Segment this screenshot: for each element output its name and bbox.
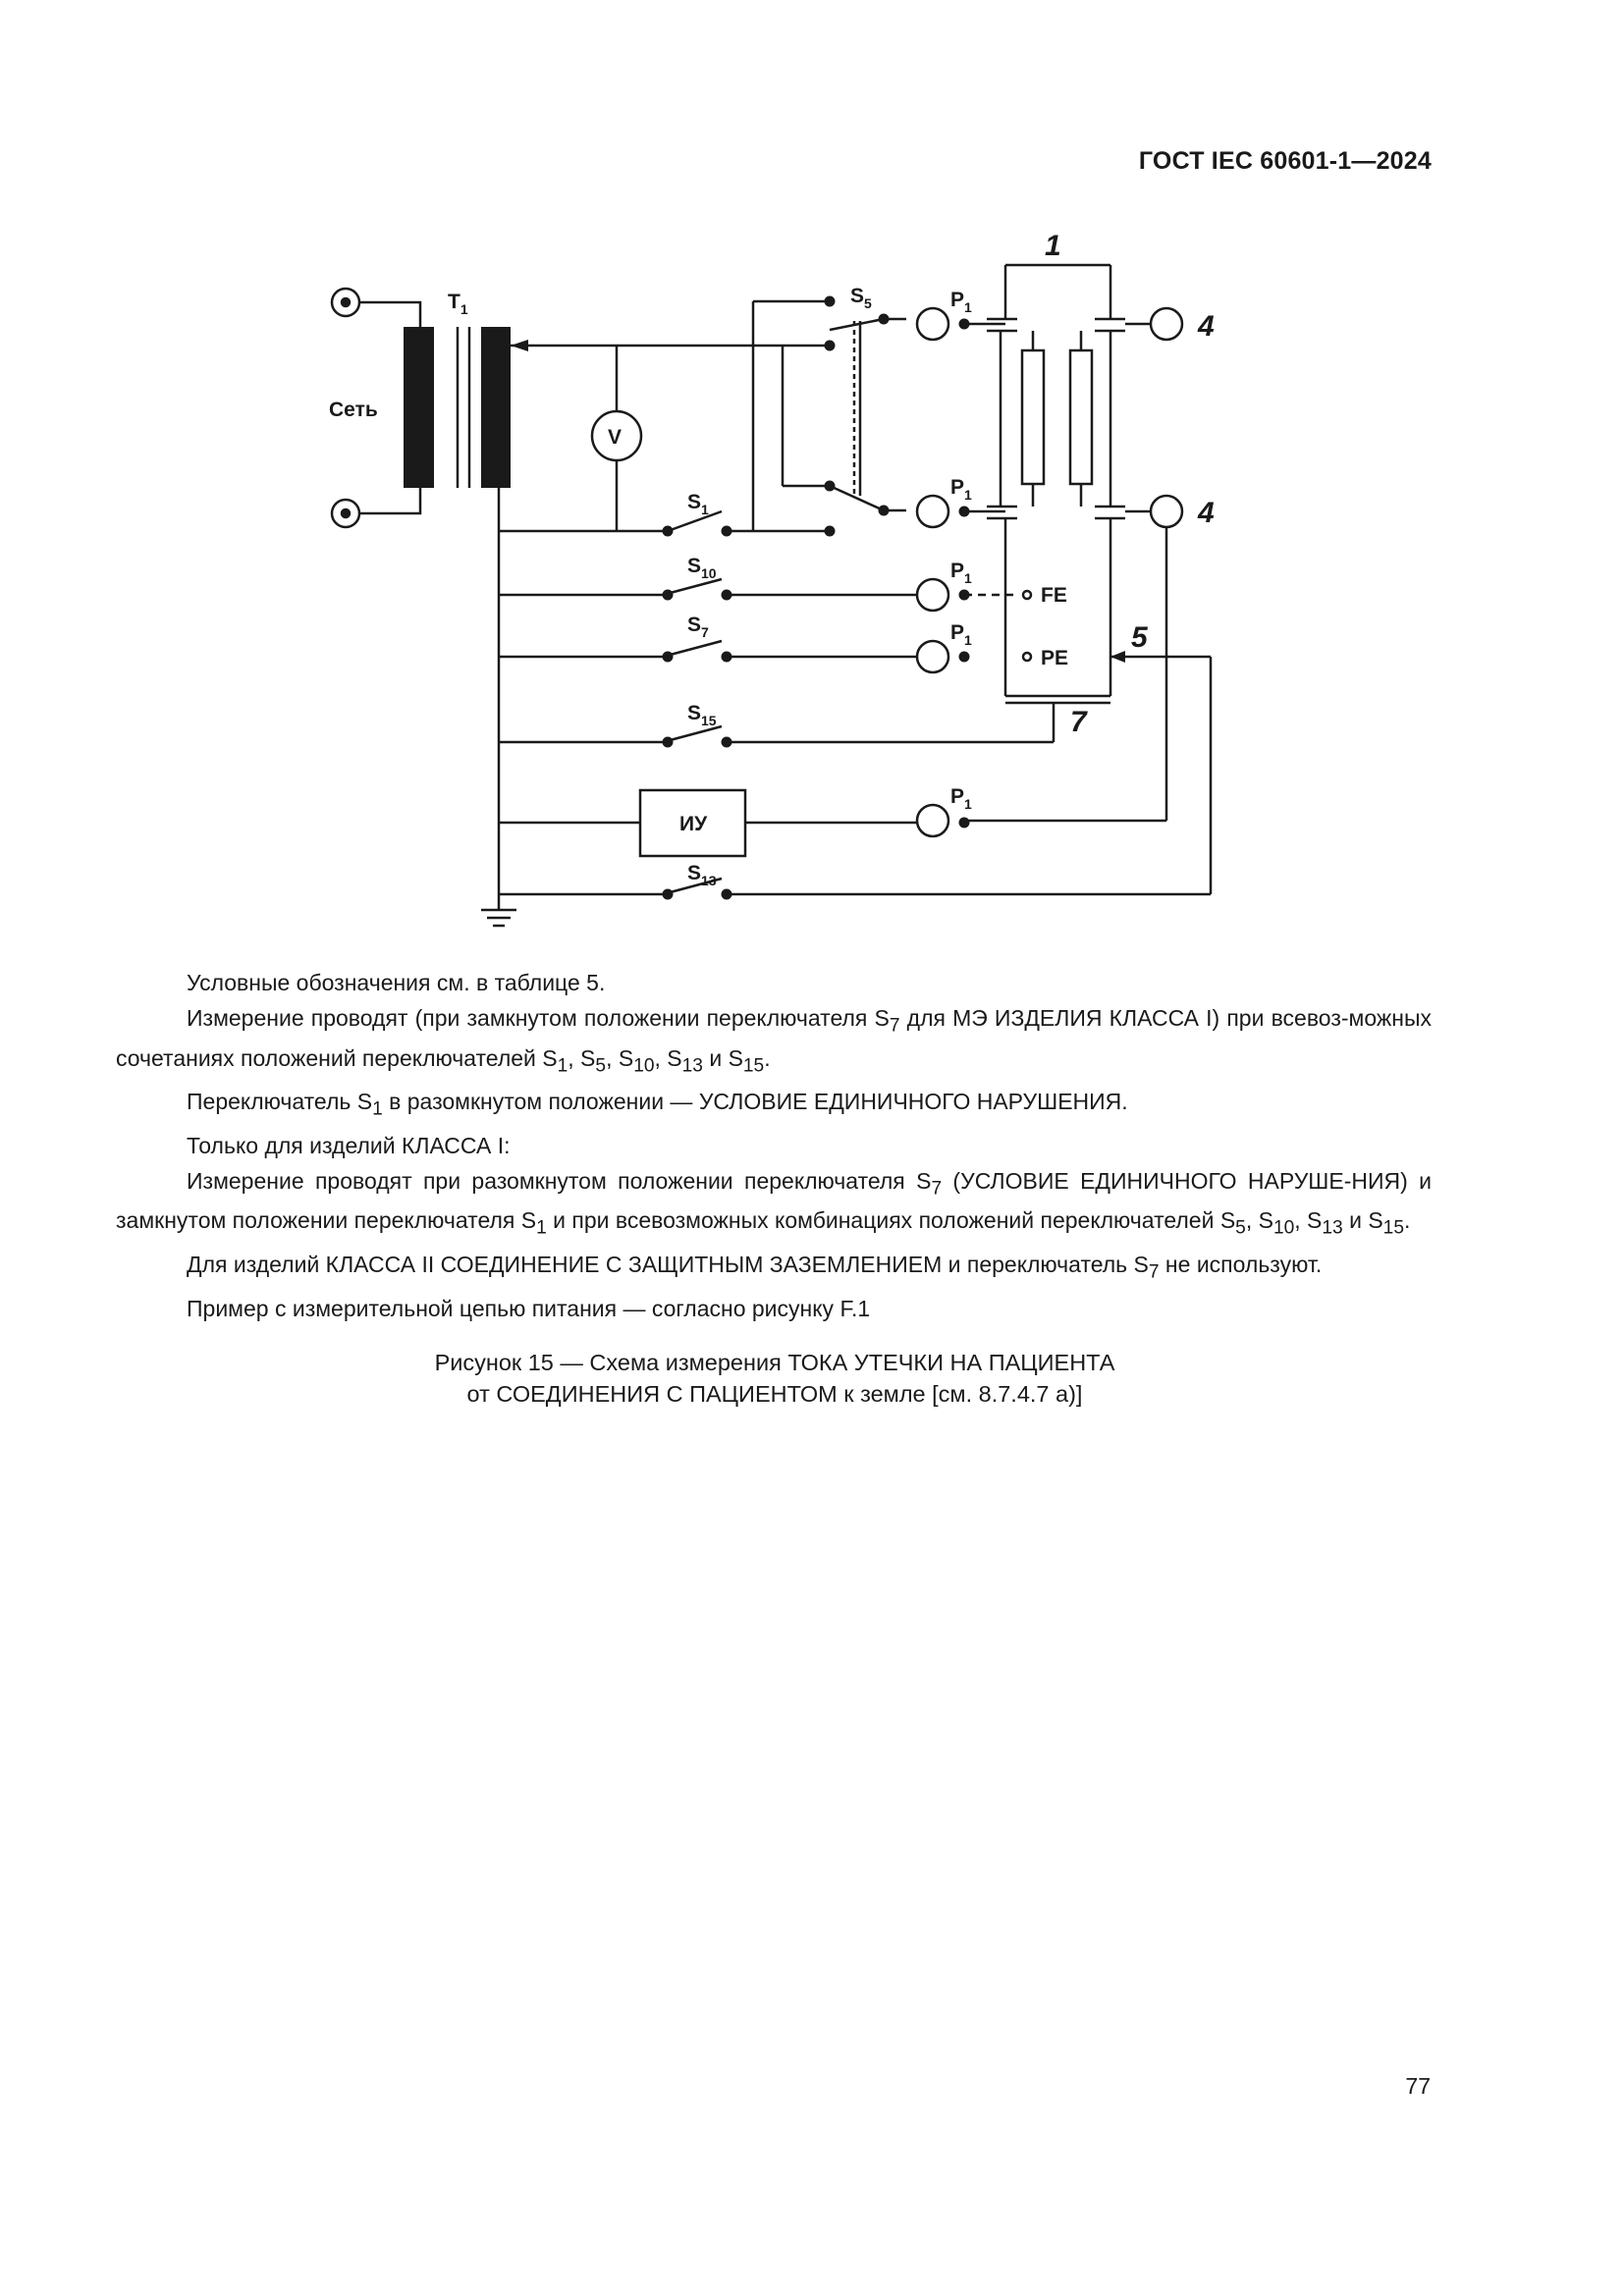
note-paragraph: Измерение проводят при разомкнутом положении переключателя $S_7$ (УСЛОВИЕ ЕДИНИЧНОГО НАРУШЕ-НИЯ) и замкнутом положении переключателя $S_1$ и при всевозможных комбинациях положений переключателей $S_5$, $S_{10}$, $S_{13}$ и $S_{15}$. — [116, 1167, 1432, 1239]
callout-5: 5 — [1131, 621, 1148, 654]
terminal-p1-label: $P_1$ — [950, 289, 972, 315]
note-paragraph: Пример с измерительной цепью питания — согласно рисунку F.1 — [187, 1295, 871, 1321]
callout-4: 4 — [1198, 310, 1215, 343]
switch-s13-label: $S_{13}$ — [687, 862, 717, 888]
terminal-p1-label: $P_1$ — [950, 785, 972, 812]
terminal-p1-label: $P_1$ — [950, 560, 972, 586]
figure-caption — [0, 1347, 1549, 1410]
note-paragraph: Для изделий КЛАССА II СОЕДИНЕНИЕ С ЗАЩИТНЫМ ЗАЗЕМЛЕНИЕМ и переключатель $S_7$ не используют. — [187, 1251, 1323, 1283]
caption-line: Рисунок 15 — Схема измерения ТОКА УТЕЧКИ НА ПАЦИЕНТА — [434, 1350, 1115, 1375]
document-id: ГОСТ IEC 60601-1—2024 — [1138, 147, 1432, 175]
caption-line: от СОЕДИНЕНИЯ С ПАЦИЕНТОМ к земле [см. 8.7.4.7 a)] — [466, 1381, 1083, 1407]
note-paragraph: Условные обозначения см. в таблице 5. — [187, 970, 606, 995]
switch-s1-label: $S_1$ — [687, 491, 709, 517]
note-paragraph: Переключатель $S_1$ в разомкнутом положении — УСЛОВИЕ ЕДИНИЧНОГО НАРУШЕНИЯ. — [187, 1089, 1128, 1120]
pe-label: PE — [1041, 647, 1069, 669]
switch-s10-label: $S_{10}$ — [687, 555, 717, 581]
voltmeter-label: V — [608, 426, 623, 449]
note-paragraph: Только для изделий КЛАССА I: — [187, 1132, 511, 1158]
switch-s7-label: $S_7$ — [687, 614, 709, 640]
callout-4: 4 — [1198, 497, 1215, 529]
terminal-p1-label: $P_1$ — [950, 621, 972, 648]
measuring-device-label: ИУ — [679, 813, 708, 835]
fe-label: FE — [1041, 584, 1067, 607]
circuit-diagram — [0, 0, 1624, 962]
switch-s5-label: $S_5$ — [850, 285, 872, 311]
callout-1: 1 — [1045, 230, 1061, 262]
figure-notes — [116, 967, 1432, 1328]
page-number: 77 — [1405, 2073, 1431, 2099]
mains-label: Сеть — [329, 399, 378, 421]
switch-s15-label: $S_{15}$ — [687, 702, 717, 728]
terminal-p1-label: $P_1$ — [950, 476, 972, 503]
callout-7: 7 — [1070, 706, 1087, 738]
transformer-label: $T_1$ — [448, 291, 468, 317]
note-paragraph: Измерение проводят (при замкнутом положении переключателя $S_7$ для МЭ ИЗДЕЛИЯ КЛАССА I) при всевоз-можных сочетаниях положений переключателей $S_1$, $S_5$, $S_{10}$, $S_{13}$ и $S_{15}$. — [116, 1005, 1432, 1077]
